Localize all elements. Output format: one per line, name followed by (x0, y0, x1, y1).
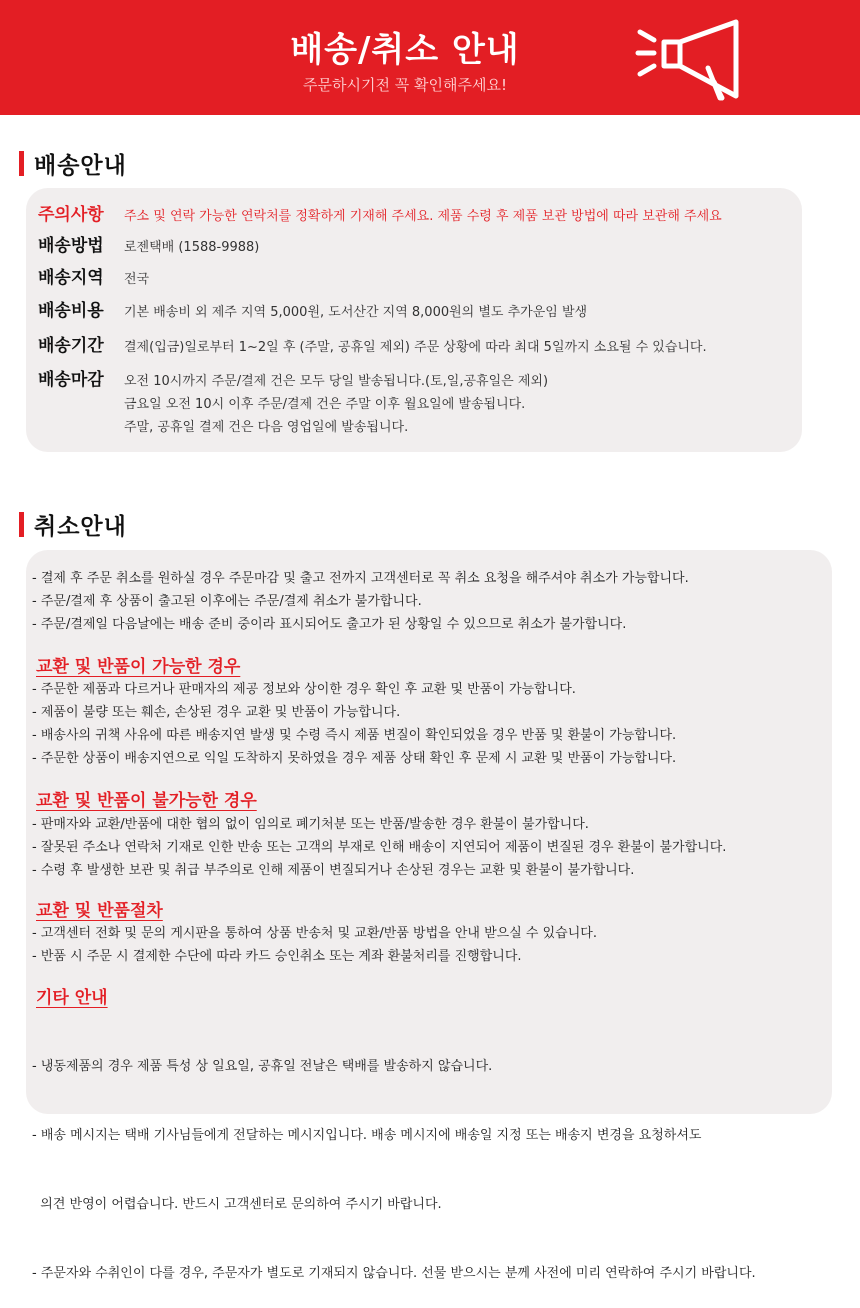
cancel-section-title: 취소안내 (34, 514, 127, 540)
exchange-procedure-title: 교환 및 반품절차 (36, 901, 163, 921)
megaphone-icon (636, 20, 746, 102)
list-item: - 반품 시 주문 시 결제한 수단에 따라 카드 승인취소 또는 계좌 환불처리를 진행합니다. (32, 949, 522, 964)
delivery-label: 배송마감 (38, 370, 104, 390)
delivery-section-heading (19, 147, 127, 180)
list-item: - 제품이 불량 또는 훼손, 손상된 경우 교환 및 반품이 가능합니다. (32, 705, 401, 720)
delivery-label: 배송비용 (38, 301, 104, 321)
exchange-impossible-list (32, 813, 726, 882)
list-item: - 주문한 제품과 다르거나 판매자의 제공 정보와 상이한 경우 확인 후 교환 및 반품이 가능합니다. (32, 682, 576, 697)
list-item: - 잘못된 주소나 연락처 기재로 인한 반송 또는 고객의 부재로 인해 배송이 지연되어 제품이 변질된 경우 환불이 불가합니다. (32, 840, 727, 855)
delivery-value: 오전 10시까지 주문/결제 건은 모두 당일 발송됩니다.(토,일,공휴일은 제외) (124, 374, 549, 389)
delivery-row-region (38, 268, 149, 291)
cancel-section-heading (19, 508, 127, 541)
list-item: - 주문/결제일 다음날에는 배송 준비 중이라 표시되어도 출고가 된 상황일 수 있으므로 취소가 불가합니다. (32, 617, 627, 632)
exchange-procedure-list (32, 922, 597, 968)
banner-subtitle: 주문하시기전 꼭 확인해주세요! (303, 76, 507, 94)
delivery-section-title: 배송안내 (34, 153, 127, 179)
delivery-row-period (38, 336, 707, 359)
section-marker (19, 512, 24, 537)
delivery-label: 배송방법 (38, 236, 104, 256)
delivery-value: 금요일 오전 10시 이후 주문/결제 건은 주말 이후 월요일에 발송됩니다. (124, 397, 526, 412)
other-info-title: 기타 안내 (36, 988, 108, 1008)
delivery-row-cutoff (38, 370, 548, 439)
list-item: - 고객센터 전화 및 문의 게시판을 통하여 상품 반송처 및 교환/반품 방법을 안내 받으실 수 있습니다. (32, 926, 597, 941)
list-item: - 배송 메시지는 택배 기사님들에게 전달하는 메시지입니다. 배송 메시지에 배송일 지정 또는 배송지 변경을 요청하셔도 (32, 1128, 702, 1143)
list-item: - 판매자와 교환/반품에 대한 협의 없이 임의로 폐기처분 또는 반품/발송한 경우 환불이 불가합니다. (32, 817, 589, 832)
list-item: - 결제 후 주문 취소를 원하실 경우 주문마감 및 출고 전까지 고객센터로 꼭 취소 요청을 해주셔야 취소가 가능합니다. (32, 571, 689, 586)
delivery-value: 로젠택배 (1588-9988) (124, 240, 260, 255)
delivery-value: 결제(입금)일로부터 1~2일 후 (주말, 공휴일 제외) 주문 상황에 따라 최대 5일까지 소요될 수 있습니다. (124, 340, 707, 355)
delivery-row-notice (38, 205, 722, 228)
delivery-value: 전국 (124, 272, 150, 287)
delivery-row-method (38, 236, 259, 259)
section-marker (19, 151, 24, 176)
delivery-value: 주소 및 연락 가능한 연락처를 정확하게 기재해 주세요. 제품 수령 후 제품 보관 방법에 따라 보관해 주세요 (124, 209, 722, 224)
delivery-value: 기본 배송비 외 제주 지역 5,000원, 도서산간 지역 8,000원의 별도 추가운임 발생 (124, 305, 588, 320)
list-item: - 배송사의 귀책 사유에 따른 배송지연 발생 및 수령 즉시 제품 변질이 확인되었을 경우 반품 및 환불이 가능합니다. (32, 728, 677, 743)
delivery-label: 배송지역 (38, 268, 104, 288)
list-item: - 주문한 상품이 배송지연으로 익일 도착하지 못하였을 경우 제품 상태 확인 후 문제 시 교환 및 반품이 가능합니다. (32, 751, 677, 766)
delivery-value: 주말, 공휴일 결제 건은 다음 영업일에 발송됩니다. (124, 420, 409, 435)
delivery-label: 주의사항 (38, 205, 104, 225)
list-item: - 냉동제품의 경우 제품 특성 상 일요일, 공휴일 전날은 택배를 발송하지 않습니다. (32, 1059, 493, 1074)
exchange-impossible-title: 교환 및 반품이 불가능한 경우 (36, 791, 257, 811)
delivery-cutoff-lines (124, 370, 548, 439)
delivery-label: 배송기간 (38, 336, 104, 356)
list-item: - 주문자와 수취인이 다를 경우, 주문자가 별도로 기재되지 않습니다. 선물 받으시는 분께 사전에 미리 연락하여 주시기 바랍니다. (32, 1266, 756, 1281)
cancel-intro-list (32, 567, 689, 636)
header-banner (0, 0, 860, 115)
exchange-possible-list (32, 678, 676, 770)
list-item: - 주문/결제 후 상품이 출고된 이후에는 주문/결제 취소가 불가합니다. (32, 594, 422, 609)
banner-title: 배송/취소 안내 (290, 30, 520, 70)
other-info-list (32, 1009, 756, 1308)
exchange-possible-title: 교환 및 반품이 가능한 경우 (36, 657, 241, 677)
list-item: 의견 반영이 어렵습니다. 반드시 고객센터로 문의하여 주시기 바랍니다. (32, 1197, 442, 1212)
list-item: - 수령 후 발생한 보관 및 취급 부주의로 인해 제품이 변질되거나 손상된 경우는 교환 및 환불이 불가합니다. (32, 863, 635, 878)
delivery-row-cost (38, 301, 587, 324)
